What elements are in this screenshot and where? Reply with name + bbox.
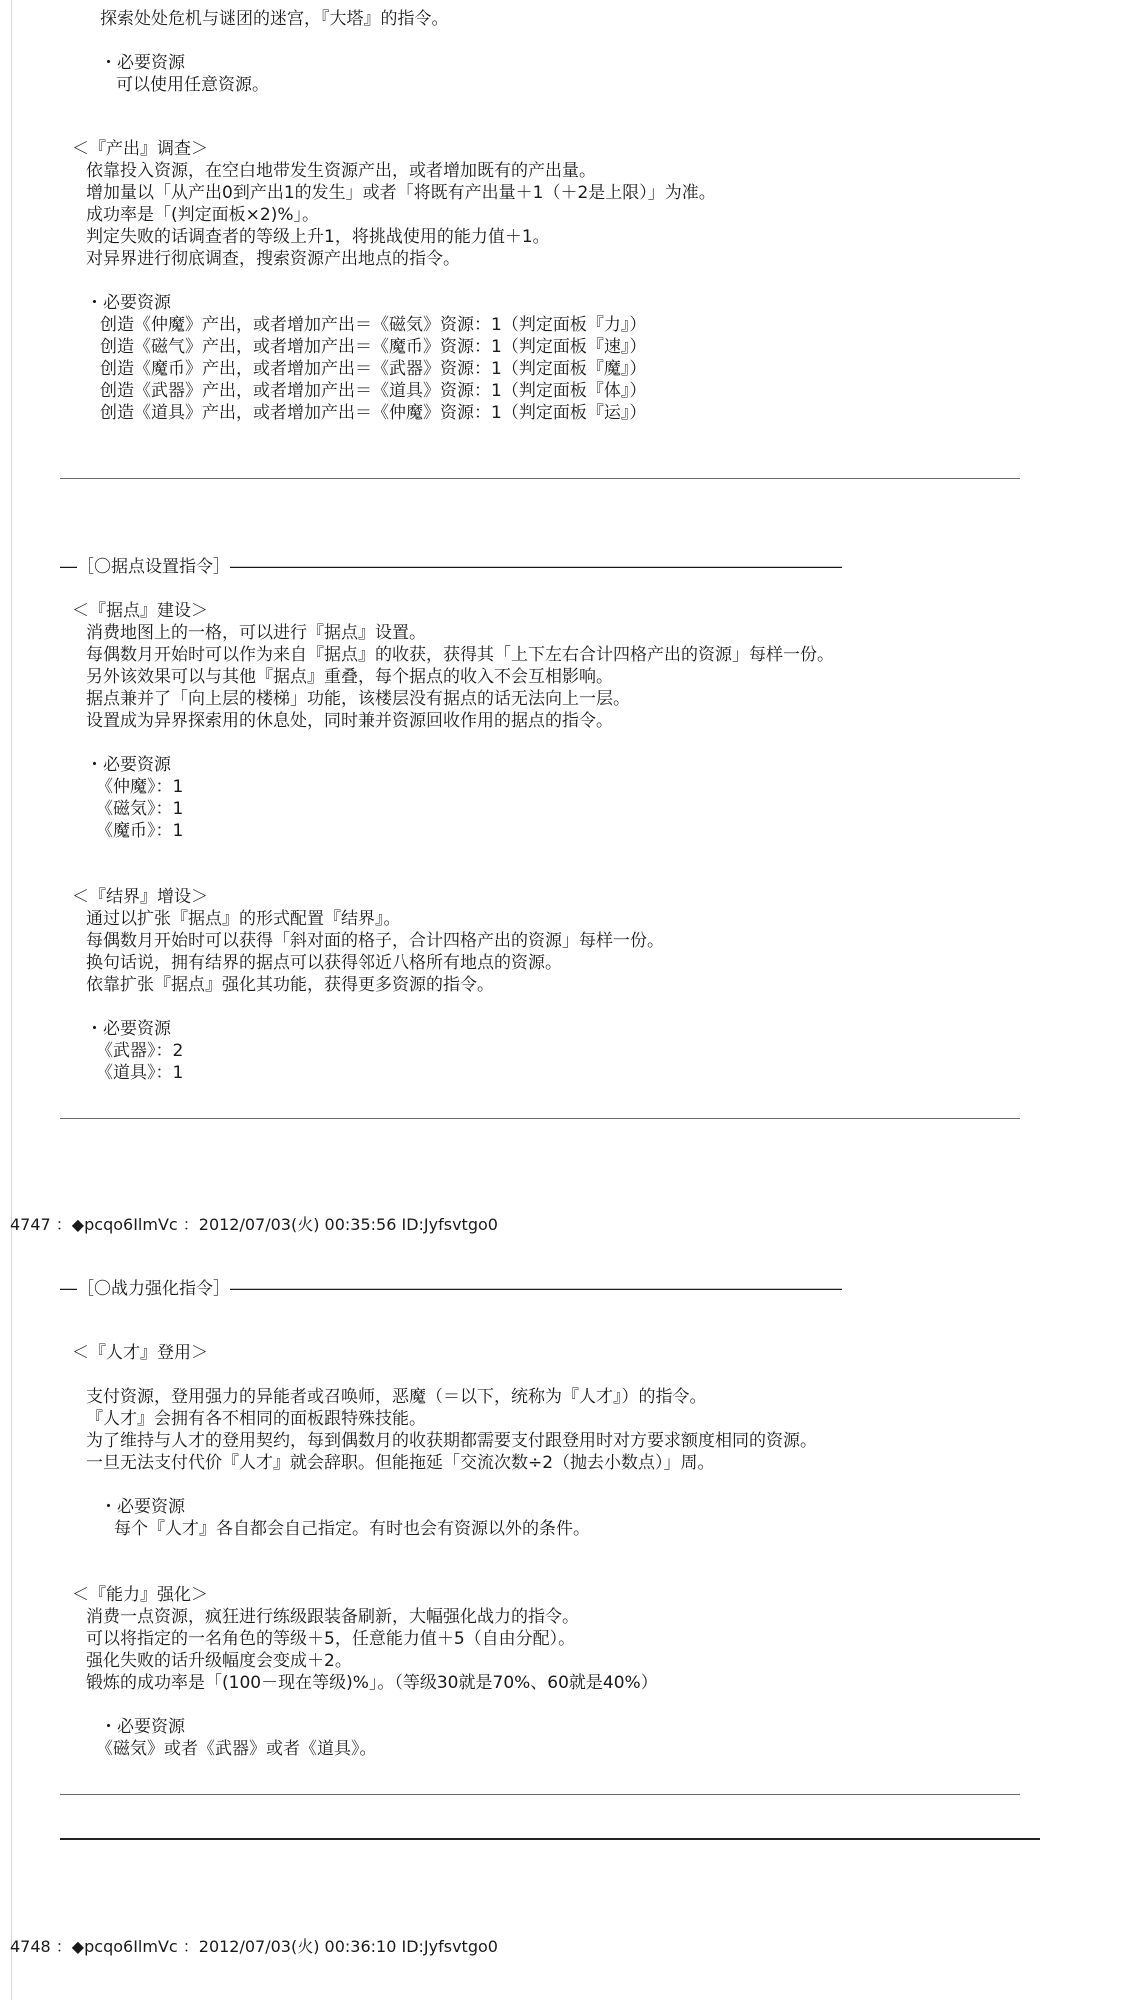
resource-heading: ・必要资源 (86, 293, 171, 313)
text-line: 支付资源，登用强力的异能者或召唤师，恶魔（＝以下，统称为『人才』）的指令。 (86, 1387, 707, 1407)
text-line: 每偶数月开始时可以作为来自『据点』的收获，获得其「上下左右合计四格产出的资源」每样一份。 (86, 645, 834, 665)
text-line: 消费地图上的一格，可以进行『据点』设置。 (86, 623, 426, 643)
text-line: 对异界进行彻底调查，搜索资源产出地点的指令。 (86, 249, 460, 269)
text-line: 可以将指定的一名角色的等级＋5，任意能力值＋5（自由分配）。 (86, 1629, 576, 1649)
text-line: 创造《磁气》产出，或者增加产出＝《魔币》资源：1（判定面板『速』） (100, 337, 647, 357)
subsection-title: ＜『产出』调查＞ (72, 139, 208, 159)
text-line: 为了维持与人才的登用契约，每到偶数月的收获期都需要支付跟登用时对方要求额度相同的资源。 (86, 1431, 817, 1451)
text-line: 通过以扩张『据点』的形式配置『结界』。 (86, 909, 401, 929)
resource-heading: ・必要资源 (100, 1497, 185, 1517)
text-line: 可以使用任意资源。 (116, 75, 269, 95)
text-line: 《魔币》：1 (96, 821, 184, 841)
text-line: 换句话说，拥有结界的据点可以获得邻近八格所有地点的资源。 (86, 953, 562, 973)
text-line: 创造《武器》产出，或者增加产出＝《道具》资源：1（判定面板『体』） (100, 381, 647, 401)
resource-heading: ・必要资源 (100, 53, 185, 73)
text-line: 《磁気》或者《武器》或者《道具》。 (96, 1739, 377, 1759)
text-line: 强化失败的话升级幅度会变成＋2。 (86, 1651, 352, 1671)
divider (60, 1794, 1020, 1795)
text-line: 每偶数月开始时可以获得「斜对面的格子，合计四格产出的资源」每样一份。 (86, 931, 664, 951)
text-line: 增加量以「从产出0到产出1的发生」或者「将既有产出量＋1（＋2是上限）」为准。 (86, 183, 716, 203)
text-line: 『人才』会拥有各不相同的面板跟特殊技能。 (86, 1409, 426, 1429)
subsection-title: ＜『人才』登用＞ (72, 1343, 208, 1363)
text-line: 另外该效果可以与其他『据点』重叠，每个据点的收入不会互相影响。 (86, 667, 613, 687)
text-line: 《武器》：2 (96, 1041, 184, 1061)
divider (60, 478, 1020, 479)
text-line: 消费一点资源，疯狂进行练级跟装备刷新，大幅强化战力的指令。 (86, 1607, 579, 1627)
text-line: 依靠扩张『据点』强化其功能，获得更多资源的指令。 (86, 975, 494, 995)
text-line: 判定失败的话调查者的等级上升1，将挑战使用的能力值＋1。 (86, 227, 550, 247)
text-line: 一旦无法支付代价『人才』就会辞职。但能拖延「交流次数÷2（抛去小数点）」周。 (86, 1453, 715, 1473)
left-margin-rule (11, 0, 12, 2000)
text-line: 锻炼的成功率是「(100－现在等级)%」。（等级30就是70%、60就是40%） (86, 1673, 658, 1693)
section-header: ―［〇据点设置指令］―――――――――――――――――――――――――――――――――――― (60, 557, 842, 577)
text-line: 设置成为异界探索用的休息处，同时兼并资源回收作用的据点的指令。 (86, 711, 613, 731)
subsection-title: ＜『能力』强化＞ (72, 1585, 208, 1605)
text-line: 依靠投入资源，在空白地带发生资源产出，或者增加既有的产出量。 (86, 161, 596, 181)
section-header: ―［〇战力强化指令］―――――――――――――――――――――――――――――――――――― (60, 1279, 842, 1299)
text-line: 每个『人才』各自都会自己指定。有时也会有资源以外的条件。 (114, 1519, 590, 1539)
text-line: 《磁気》：1 (96, 799, 184, 819)
text-line: 成功率是「(判定面板×2)%」。 (86, 205, 319, 225)
text-line: 据点兼并了「向上层的楼梯」功能，该楼层没有据点的话无法向上一层。 (86, 689, 630, 709)
resource-heading: ・必要资源 (86, 1019, 171, 1039)
divider (60, 1118, 1020, 1119)
text-line: 创造《道具》产出，或者增加产出＝《仲魔》资源：1（判定面板『运』） (100, 403, 647, 423)
text-line: 《道具》：1 (96, 1063, 184, 1083)
thick-divider (60, 1838, 1040, 1840)
text-line: 创造《仲魔》产出，或者增加产出＝《磁気》资源：1（判定面板『力』） (100, 315, 647, 335)
resource-heading: ・必要资源 (100, 1717, 185, 1737)
subsection-title: ＜『结界』增设＞ (72, 887, 208, 907)
post-header: 4748 ：◆pcqo6IlmVc ：2012/07/03(火) 00:36:10 ID:Jyfsvtgo0 (10, 1937, 498, 1956)
text-line: 探索处处危机与谜团的迷宫，『大塔』的指令。 (100, 9, 449, 29)
resource-heading: ・必要资源 (86, 755, 171, 775)
text-line: 创造《魔币》产出，或者增加产出＝《武器》资源：1（判定面板『魔』） (100, 359, 647, 379)
subsection-title: ＜『据点』建设＞ (72, 601, 208, 621)
post-header: 4747 ：◆pcqo6IlmVc ：2012/07/03(火) 00:35:56 ID:Jyfsvtgo0 (10, 1215, 498, 1234)
text-line: 《仲魔》：1 (96, 777, 184, 797)
